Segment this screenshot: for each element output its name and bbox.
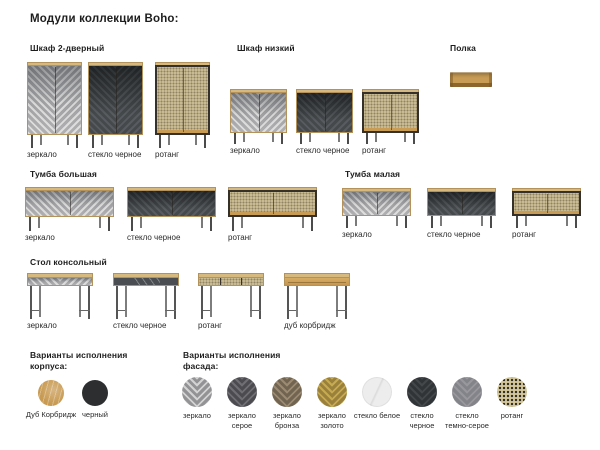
item-label: ротанг bbox=[362, 146, 387, 155]
sideboard-big-mirror-thumbnail bbox=[25, 187, 114, 242]
sideboard-small-rattan-thumbnail bbox=[512, 188, 581, 239]
furniture-legs bbox=[228, 217, 317, 231]
furniture-legs bbox=[198, 286, 264, 319]
swatch-label: ротанг bbox=[500, 411, 524, 420]
wardrobe-low-blackglass-thumbnail bbox=[296, 89, 353, 155]
item-label: ротанг bbox=[198, 321, 223, 330]
mirror-facade bbox=[27, 65, 82, 135]
black-glass-facade bbox=[427, 191, 496, 216]
oak-color-circle bbox=[38, 380, 64, 406]
mirror-facade bbox=[27, 277, 93, 286]
swatch-label: зеркало золото bbox=[318, 411, 346, 431]
mirror-facade bbox=[230, 92, 287, 133]
furniture-legs bbox=[155, 135, 210, 148]
item-label: зеркало bbox=[25, 233, 55, 242]
item-label: зеркало bbox=[342, 230, 372, 239]
item-label: зеркало bbox=[27, 150, 57, 159]
wardrobe-2door-mirror-thumbnail bbox=[27, 62, 82, 159]
console-table-mirror-thumbnail bbox=[27, 273, 93, 330]
white-glass-circle bbox=[362, 377, 392, 407]
section-title-console-table: Стол консольный bbox=[30, 257, 107, 267]
section-title-corpus-variants: Варианты исполнения корпуса: bbox=[30, 350, 128, 372]
item-label: зеркало bbox=[230, 146, 260, 155]
facade-swatch-mirror-gold bbox=[308, 377, 356, 431]
sideboard-big-rattan-thumbnail bbox=[228, 187, 317, 242]
console-table-rattan-thumbnail bbox=[198, 273, 264, 330]
black-color-circle bbox=[82, 380, 108, 406]
item-label: стекло черное bbox=[296, 146, 350, 155]
mirror-facade bbox=[25, 190, 114, 217]
oak-facade bbox=[284, 277, 350, 286]
console-table-blackglass-thumbnail bbox=[113, 273, 179, 330]
grey-mirror-pattern-circle bbox=[227, 377, 257, 407]
section-title-sideboard-small: Тумба малая bbox=[345, 169, 401, 179]
furniture-legs bbox=[284, 286, 350, 319]
item-label: ротанг bbox=[512, 230, 537, 239]
rattan-facade bbox=[155, 65, 210, 135]
facade-swatch-glass-black bbox=[398, 377, 446, 431]
sideboard-big-blackglass-thumbnail bbox=[127, 187, 216, 242]
mirror-facade bbox=[342, 191, 411, 216]
rattan-facade bbox=[228, 190, 317, 217]
wardrobe-2door-rattan-thumbnail bbox=[155, 62, 210, 159]
section-title-shelf: Полка bbox=[450, 43, 476, 53]
furniture-legs bbox=[25, 217, 114, 231]
darkgrey-glass-pattern-circle bbox=[452, 377, 482, 407]
rattan-pattern-circle bbox=[497, 377, 527, 407]
furniture-legs bbox=[230, 133, 287, 144]
furniture-legs bbox=[512, 216, 581, 228]
item-label: зеркало bbox=[27, 321, 57, 330]
gold-mirror-pattern-circle bbox=[317, 377, 347, 407]
sideboard-small-mirror-thumbnail bbox=[342, 188, 411, 239]
facade-swatch-mirror-bronze bbox=[263, 377, 311, 431]
swatch-label: стекло темно-серое bbox=[445, 411, 489, 431]
wardrobe-2door-blackglass-thumbnail bbox=[88, 62, 143, 159]
furniture-legs bbox=[362, 133, 419, 144]
item-label: стекло черное bbox=[113, 321, 167, 330]
black-glass-pattern-circle bbox=[407, 377, 437, 407]
section-title-facade-variants: Варианты исполнения фасада: bbox=[183, 350, 281, 372]
mirror-pattern-circle bbox=[182, 377, 212, 407]
furniture-legs bbox=[27, 135, 82, 148]
item-label: ротанг bbox=[155, 150, 180, 159]
item-label: стекло черное bbox=[127, 233, 181, 242]
section-title-sideboard-big: Тумба большая bbox=[30, 169, 97, 179]
furniture-legs bbox=[27, 286, 93, 319]
swatch-label: зеркало бронза bbox=[273, 411, 301, 431]
section-title-wardrobe-2door: Шкаф 2-дверный bbox=[30, 43, 105, 53]
furniture-legs bbox=[342, 216, 411, 228]
wall-shelf-thumbnail bbox=[450, 72, 492, 87]
facade-swatch-rattan bbox=[488, 377, 536, 421]
corpus-swatch-black bbox=[67, 380, 123, 420]
wardrobe-low-rattan-thumbnail bbox=[362, 89, 419, 155]
item-label: ротанг bbox=[228, 233, 253, 242]
console-table-oak-thumbnail bbox=[284, 273, 350, 330]
bronze-mirror-pattern-circle bbox=[272, 377, 302, 407]
black-glass-facade bbox=[296, 92, 353, 133]
swatch-label: зеркало серое bbox=[228, 411, 256, 431]
wardrobe-low-mirror-thumbnail bbox=[230, 89, 287, 155]
rattan-facade bbox=[512, 191, 581, 216]
furniture-legs bbox=[88, 135, 143, 148]
swatch-label: стекло белое bbox=[353, 411, 401, 420]
sideboard-small-blackglass-thumbnail bbox=[427, 188, 496, 239]
furniture-legs bbox=[296, 133, 353, 144]
rattan-facade bbox=[198, 277, 264, 286]
item-label: дуб корбридж bbox=[284, 321, 336, 330]
swatch-label: стекло черное bbox=[409, 411, 435, 431]
rattan-facade bbox=[362, 92, 419, 133]
facade-swatch-glass-darkgrey bbox=[443, 377, 491, 431]
furniture-legs bbox=[127, 217, 216, 231]
black-glass-facade bbox=[113, 277, 179, 286]
furniture-legs bbox=[113, 286, 179, 319]
page-title: Модули коллекции Boho: bbox=[30, 13, 179, 25]
facade-swatch-mirror-grey bbox=[218, 377, 266, 431]
item-label: стекло черное bbox=[88, 150, 142, 159]
facade-swatch-glass-white bbox=[353, 377, 401, 421]
black-glass-facade bbox=[127, 190, 216, 217]
swatch-label: Дуб Корбридж bbox=[25, 410, 77, 419]
section-title-wardrobe-low: Шкаф низкий bbox=[237, 43, 295, 53]
swatch-label: черный bbox=[82, 410, 108, 419]
furniture-legs bbox=[427, 216, 496, 228]
black-glass-facade bbox=[88, 65, 143, 135]
facade-swatch-mirror bbox=[173, 377, 221, 421]
swatch-label: зеркало bbox=[183, 411, 211, 420]
item-label: стекло черное bbox=[427, 230, 481, 239]
